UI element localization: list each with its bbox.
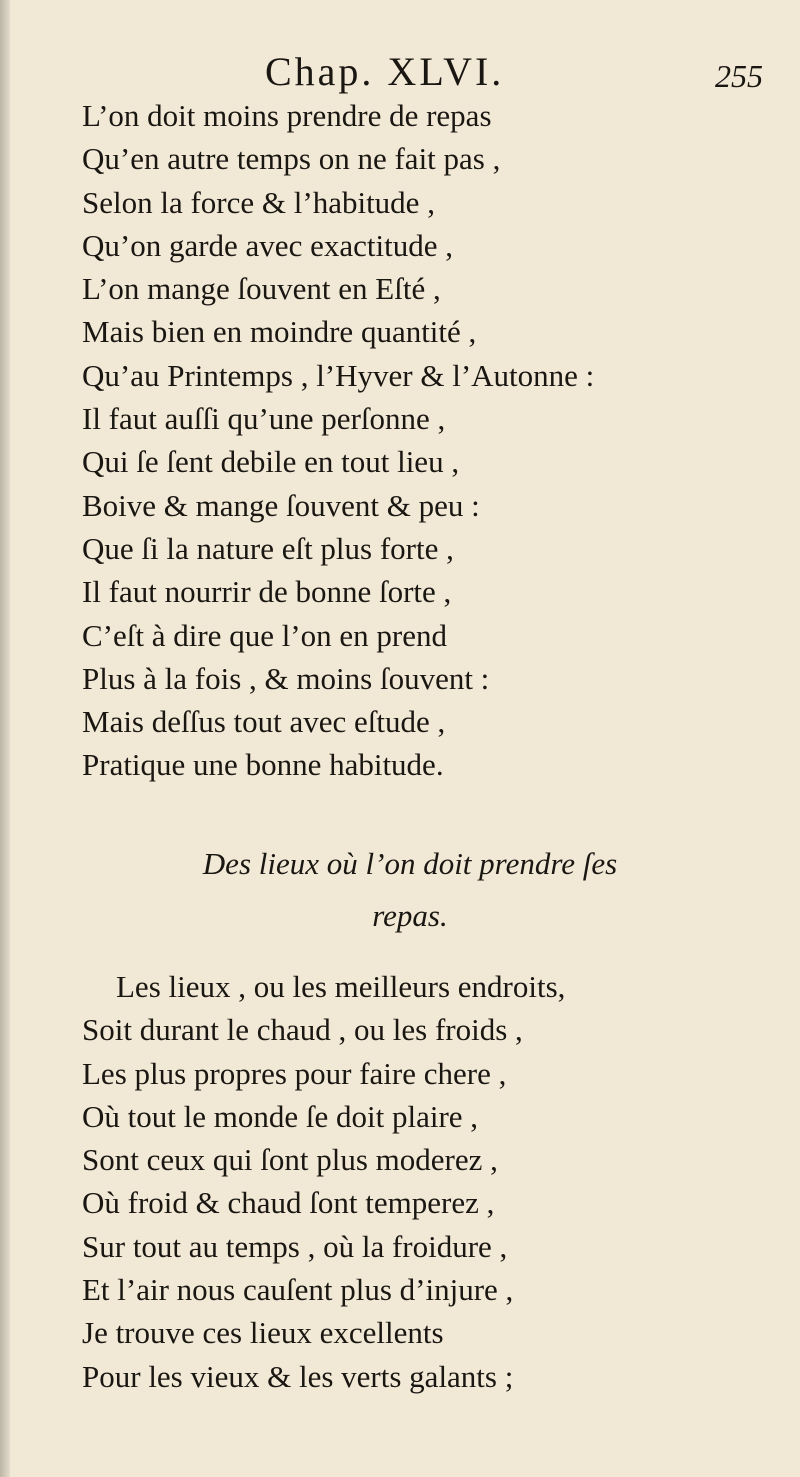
verse-line: C’eſt à dire que l’on en prend [82, 617, 447, 653]
verse-line: Où tout le monde ſe doit plaire , [82, 1098, 479, 1134]
verse-line: Sur tout au temps , où la froidure , [82, 1228, 508, 1264]
verse-line: Et l’air nous cauſent plus d’injure , [82, 1272, 514, 1308]
verse-line: L’on mange ſouvent en Eſté , [82, 271, 441, 307]
verse-line: L’on doit moins prendre de repas [82, 98, 492, 133]
verse-line: Pratique une bonne habitude. [82, 747, 444, 783]
verse-line: Je trouve ces lieux excellents [82, 1315, 444, 1351]
running-header [0, 48, 800, 98]
section-heading-line: Des lieux où l’on doit prendre ſes [202, 846, 618, 881]
verse-line: Mais bien en moindre quantité , [82, 314, 477, 350]
verse-line: Selon la force & l’habitude , [82, 184, 435, 220]
verse-line: Qu’au Printemps , l’Hyver & l’Autonne : [82, 357, 595, 393]
verse-line: Que ſi la nature eſt plus forte , [82, 530, 454, 566]
section-heading [0, 838, 800, 942]
verse-line: Boive & mange ſouvent & peu : [82, 487, 480, 523]
verse-line: Pour les vieux & les verts galants ; [82, 1358, 514, 1394]
verse-line: Qu’on garde avec exactitude , [82, 227, 453, 263]
verse-line: Il faut auſſi qu’une perſonne , [82, 401, 446, 437]
verse-stanza-1 [82, 94, 792, 787]
verse-line: Soit durant le chaud , ou les froids , [82, 1012, 523, 1048]
verse-line: Les plus propres pour faire chere , [82, 1055, 507, 1091]
verse-line: Les lieux , ou les meilleurs endroits, [116, 969, 566, 1004]
page-spine-shadow [0, 0, 10, 1477]
verse-stanza-2 [82, 965, 792, 1398]
page-number: 255 [715, 58, 763, 94]
section-heading-line: repas. [372, 898, 448, 933]
verse-line: Plus à la fois , & moins ſouvent : [82, 660, 490, 696]
verse-line: Qui ſe ſent debile en tout lieu , [82, 444, 460, 480]
chapter-heading: Chap. XLVI. [265, 49, 505, 94]
verse-line: Mais deſſus tout avec eſtude , [82, 704, 446, 740]
verse-line: Où froid & chaud ſont temperez , [82, 1185, 495, 1221]
verse-line: Qu’en autre temps on ne fait pas , [82, 141, 501, 177]
verse-line: Sont ceux qui ſont plus moderez , [82, 1142, 498, 1178]
verse-line: Il faut nourrir de bonne ſorte , [82, 574, 452, 610]
